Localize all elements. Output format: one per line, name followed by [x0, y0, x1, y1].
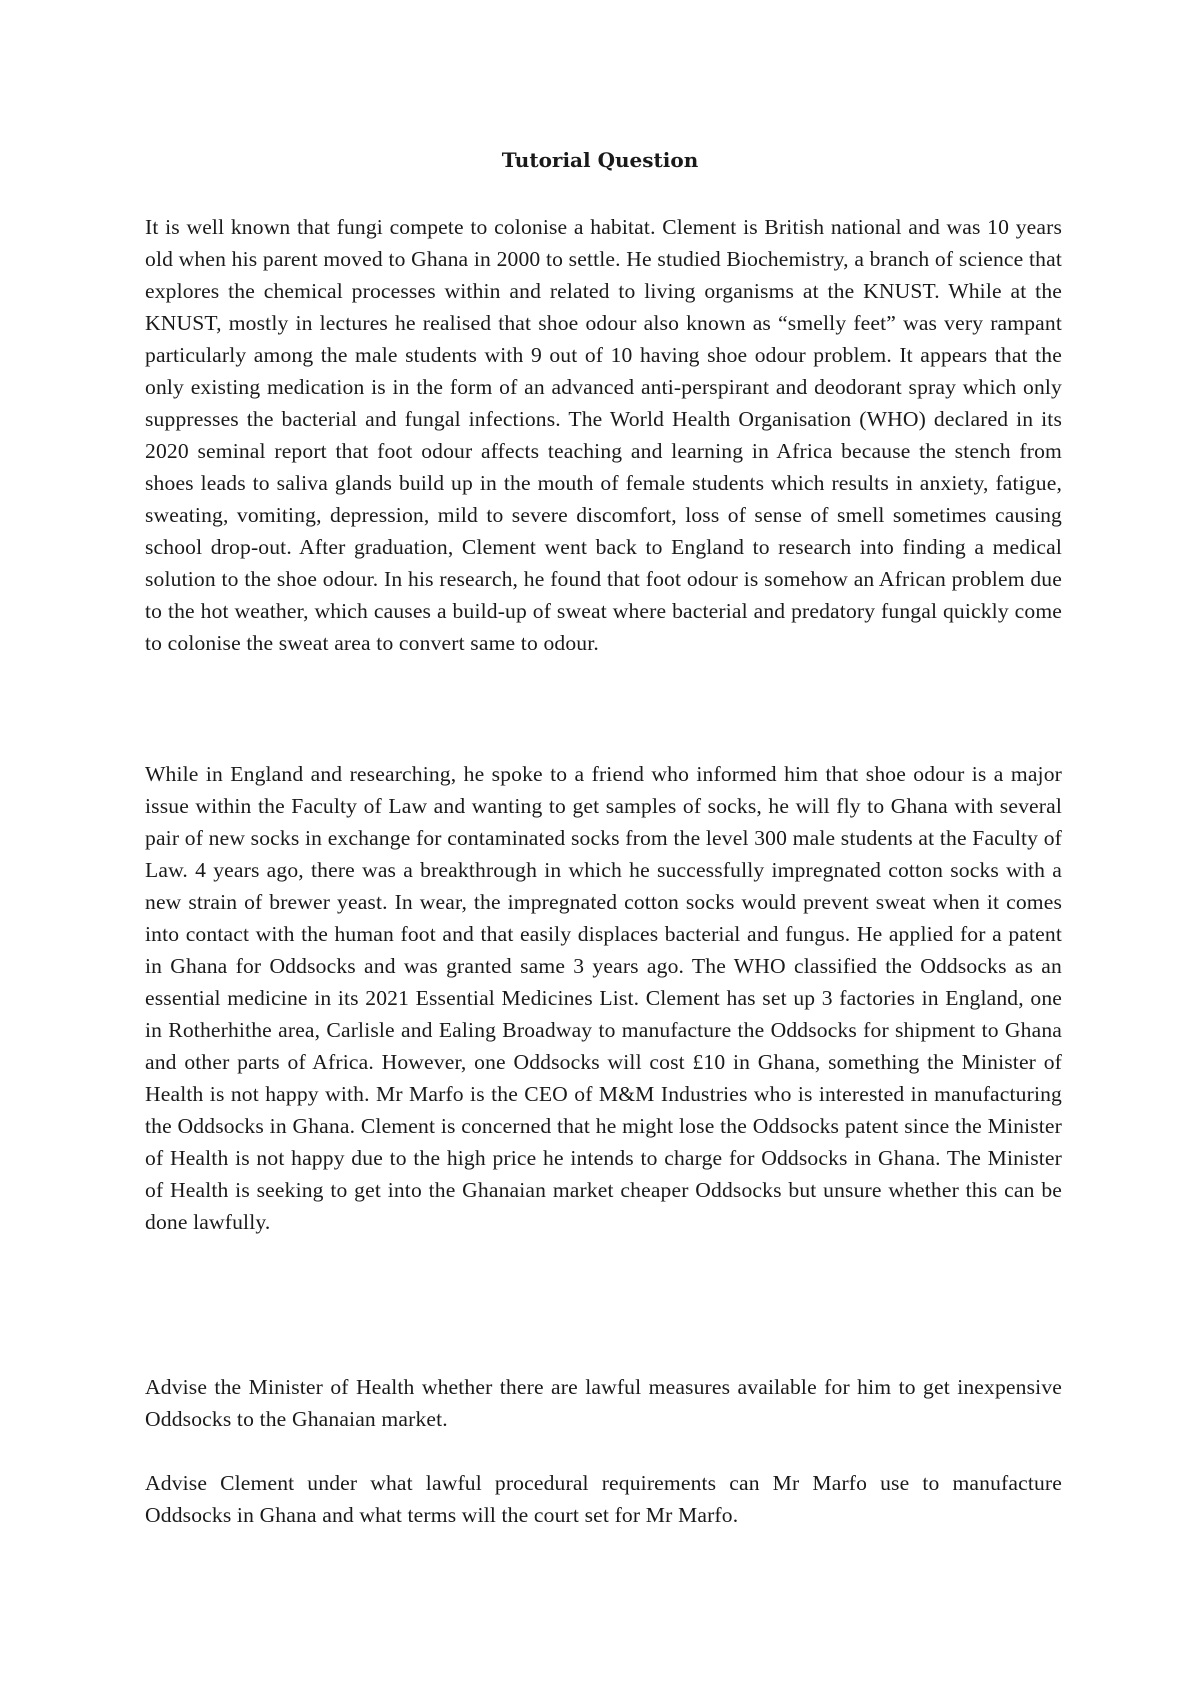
question-2: Advise Clement under what lawful procedural requirements can Mr Marfo use to manufacture Oddsocks in Ghana and what terms will the court set for Mr Marfo. — [145, 1471, 1062, 1527]
scenario-paragraph-2: While in England and researching, he spoke to a friend who informed him that shoe odour is a major issue within the Faculty of Law and wanting to get samples of socks, he will fly to Ghana with several pair of new socks in exchange for contaminated socks from the level 300 male students at the Faculty of Law. 4 years ago, there was a breakthrough in which he successfully impregnated cotton socks with a new strain of brewer yeast. In wear, the impregnated cotton socks would prevent sweat when it comes into contact with the human foot and that easily displaces bacterial and fungus. He applied for a patent in Ghana for Oddsocks and was granted same 3 years ago. The WHO classified the Oddsocks as an essential medicine in its 2021 Essential Medicines List. Clement has set up 3 factories in England, one in Rotherhithe area, Carlisle and Ealing Broadway to manufacture the Oddsocks for shipment to Ghana and other parts of Africa. However, one Oddsocks will cost £10 in Ghana, something the Minister of Health is not happy with. Mr Marfo is the CEO of M&M Industries who is interested in manufacturing the Oddsocks in Ghana. Clement is concerned that he might lose the Oddsocks patent since the Minister of Health is not happy due to the high price he intends to charge for Oddsocks in Ghana. The Minister of Health is seeking to get into the Ghanaian market cheaper Oddsocks but unsure whether this can be done lawfully. — [145, 762, 1062, 1234]
question-1: Advise the Minister of Health whether there are lawful measures available for him to get inexpensive Oddsocks to the Ghanaian market. — [145, 1375, 1062, 1431]
document-title: Tutorial Question — [501, 148, 699, 172]
scenario-paragraph-1: It is well known that fungi compete to colonise a habitat. Clement is British national and was 10 years old when his parent moved to Ghana in 2000 to settle. He studied Biochemistry, a branch of science that explores the chemical processes within and related to living organisms at the KNUST. While at the KNUST, mostly in lectures he realised that shoe odour also known as “smelly feet” was very rampant particularly among the male students with 9 out of 10 having shoe odour problem. It appears that the only existing medication is in the form of an advanced anti-perspirant and deodorant spray which only suppresses the bacterial and fungal infections. The World Health Organisation (WHO) declared in its 2020 seminal report that foot odour affects teaching and learning in Africa because the stench from shoes leads to saliva glands build up in the mouth of female students which results in anxiety, fatigue, sweating, vomiting, depression, mild to severe discomfort, loss of sense of smell sometimes causing school drop-out. After graduation, Clement went back to England to research into finding a medical solution to the shoe odour. In his research, he found that foot odour is somehow an African problem due to the hot weather, which causes a build-up of sweat where bacterial and predatory fungal quickly come to colonise the sweat area to convert same to odour. — [145, 215, 1062, 655]
